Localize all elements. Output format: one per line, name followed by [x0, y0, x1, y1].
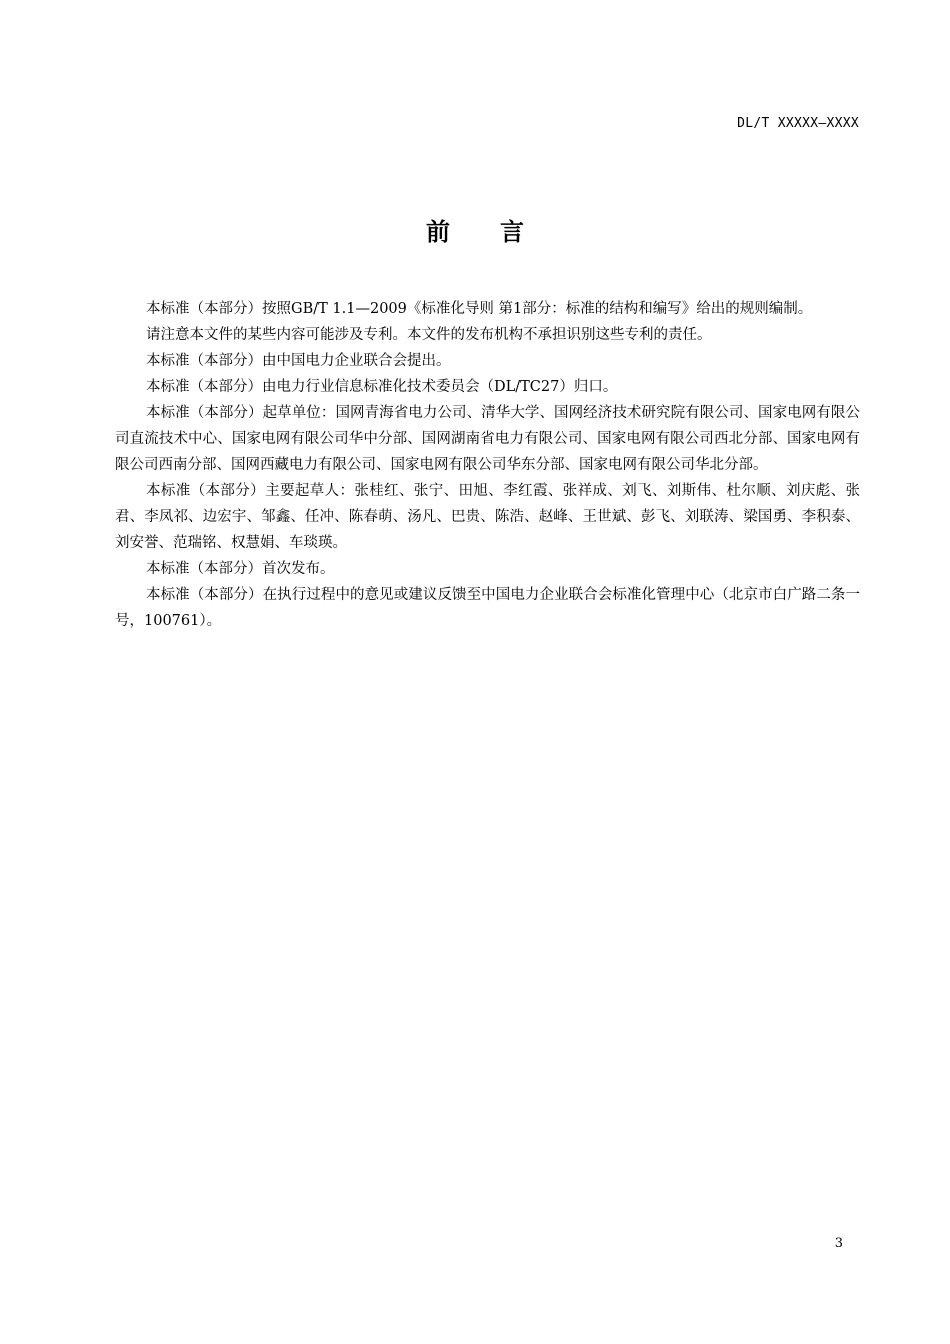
paragraph-proposed-by: 本标准（本部分）由中国电力企业联合会提出。: [146, 353, 451, 369]
page-number: 3: [834, 1236, 843, 1251]
paragraph-centralized-by: 本标准（本部分）由电力行业信息标准化技术委员会（DL/TC27）归口。: [146, 379, 618, 395]
paragraph-drafting-rules: 本标准（本部分）按照GB/T 1.1—2009《标准化导则 第1部分：标准的结构和编写》给出的规则编制。: [146, 301, 813, 317]
document-code: DL/T XXXXX—XXXX: [737, 116, 859, 131]
paragraph-patent-notice: 请注意本文件的某些内容可能涉及专利。本文件的发布机构不承担识别这些专利的责任。: [146, 327, 712, 343]
paragraph-feedback: 本标准（本部分）在执行过程中的意见或建议反馈至中国电力企业联合会标准化管理中心（北京市白广路二条一号，100761）。: [115, 587, 860, 629]
page-title: 前言: [426, 218, 574, 246]
paragraph-drafting-units: 本标准（本部分）起草单位：国网青海省电力公司、清华大学、国网经济技术研究院有限公司、国家电网有限公司直流技术中心、国家电网有限公司华中分部、国网湖南省电力有限公司、国家电网有限公司西北分部、国家电网有限公司西南分部、国网西藏电力有限公司、国家电网有限公司华东分部、国家电网有限公司华北分部。: [115, 405, 860, 473]
paragraph-first-release: 本标准（本部分）首次发布。: [146, 561, 335, 577]
preface-body: [115, 296, 860, 634]
paragraph-drafters: 本标准（本部分）主要起草人：张桂红、张宁、田旭、李红霞、张祥成、刘飞、刘斯伟、杜尔顺、刘庆彪、张君、李凤祁、边宏宇、邹鑫、任冲、陈春萌、汤凡、巴贵、陈浩、赵峰、王世斌、彭飞、刘联涛、梁国勇、李积泰、刘安誉、范瑞铭、权慧娟、车琰瑛。: [115, 483, 860, 551]
